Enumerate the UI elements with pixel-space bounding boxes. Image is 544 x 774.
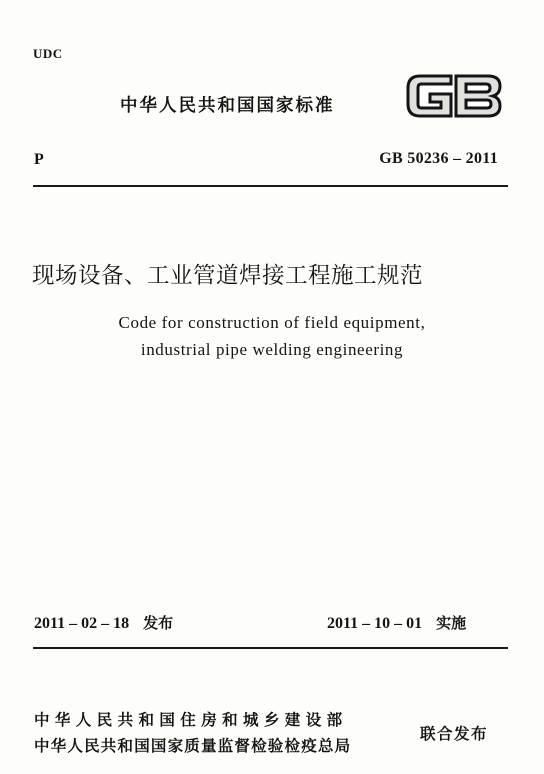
joint-issue-label: 联合发布 (420, 725, 489, 743)
effective-date: 2011 – 10 – 01 (327, 615, 423, 632)
bottom-divider (33, 647, 508, 649)
effective-date-row (327, 612, 466, 633)
top-divider (33, 185, 508, 187)
effective-word: 实施 (436, 614, 467, 632)
title-english-line-2: industrial pipe welding engineering (140, 340, 404, 359)
udc-label: UDC (33, 46, 63, 61)
issuer-quality-supervision: 中华人民共和国国家质量监督检验检疫总局 (34, 737, 352, 755)
gb-standard-logo-icon (404, 70, 504, 122)
title-chinese: 现场设备、工业管道焊接工程施工规范 (32, 263, 424, 289)
standard-code: GB 50236 – 2011 (379, 150, 498, 167)
issue-date: 2011 – 02 – 18 (34, 615, 130, 632)
title-english-line-1: Code for construction of field equipment, (118, 313, 426, 332)
issue-word: 发布 (143, 614, 174, 632)
issuer-ministry-housing: 中华人民共和国住房和城乡建设部 (34, 711, 348, 729)
standard-name: 中华人民共和国国家标准 (120, 96, 335, 116)
classification-code: P (34, 151, 44, 168)
issue-date-row (34, 612, 173, 633)
